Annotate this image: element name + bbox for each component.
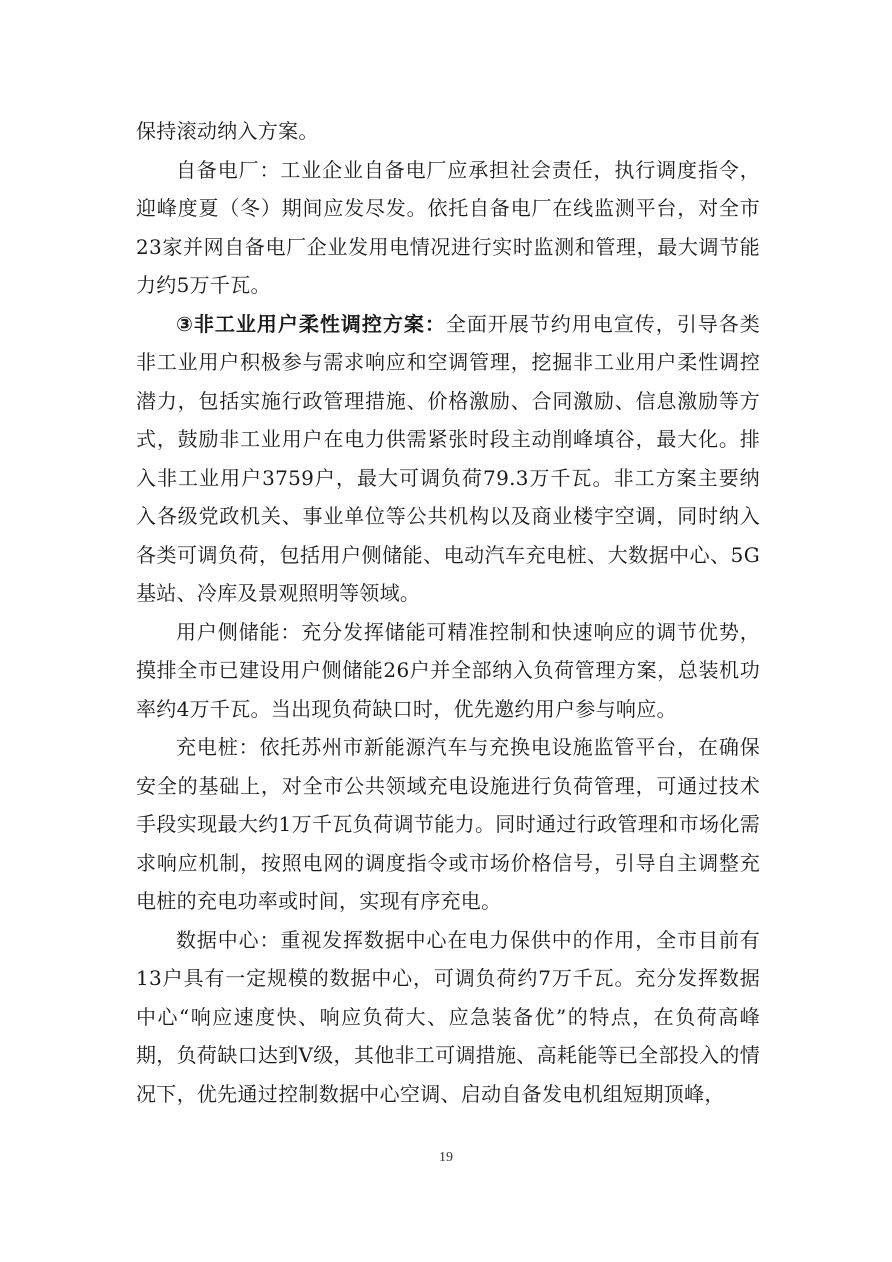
paragraph-non-industrial-flexible-control xyxy=(136,305,760,613)
paragraph-data-center xyxy=(136,921,760,1114)
paragraph-bold-lead: ③非工业用户柔性调控方案： xyxy=(176,311,446,336)
paragraph-charging-pile xyxy=(136,728,760,921)
paragraph-user-side-storage xyxy=(136,613,760,729)
paragraph-text: 保持滚动纳入方案。 xyxy=(136,119,319,143)
page-number: 19 xyxy=(439,1150,453,1165)
document-body xyxy=(136,112,760,1113)
paragraph-text: 充电桩：依托苏州市新能源汽车与充换电设施监管平台，在确保安全的基础上，对全市公共领域充电设施进行负荷管理，可通过技术手段实现最大约1万千瓦负荷调节能力。同时通过行政管理和市场化需求响应机制，按照电网的调度指令或市场价格信号，引导自主调整充电桩的充电功率或时间，实现有序充电。 xyxy=(136,735,760,913)
paragraph-continued xyxy=(136,112,760,151)
paragraph-text: 用户侧储能：充分发挥储能可精准控制和快速响应的调节优势，摸排全市已建设用户侧储能26户并全部纳入负荷管理方案，总装机功率约4万千瓦。当出现负荷缺口时，优先邀约用户参与响应。 xyxy=(136,619,760,721)
paragraph-text: 全面开展节约用电宣传，引导各类非工业用户积极参与需求响应和空调管理，挖掘非工业用户柔性调控潜力，包括实施行政管理措施、价格激励、合同激励、信息激励等方式，鼓励非工业用户在电力供需紧张时段主动削峰填谷，最大化。排入非工业用户3759户，最大可调负荷79.3万千瓦。非工方案主要纳入各级党政机关、事业单位等公共机构以及商业楼宇空调，同时纳入各类可调负荷，包括用户侧储能、电动汽车充电桩、大数据中心、5G基站、冷库及景观照明等领域。 xyxy=(136,311,761,605)
paragraph-self-owned-power-plant xyxy=(136,151,760,305)
paragraph-text: 数据中心：重视发挥数据中心在电力保供中的作用，全市目前有13户具有一定规模的数据中心，可调负荷约7万千瓦。充分发挥数据中心“响应速度快、响应负荷大、应急装备优”的特点，在负荷高峰期，负荷缺口达到Ⅴ级，其他非工可调措施、高耗能等已全部投入的情况下，优先通过控制数据中心空调、启动自备发电机组短期顶峰， xyxy=(136,927,760,1106)
paragraph-text: 自备电厂：工业企业自备电厂应承担社会责任，执行调度指令，迎峰度夏（冬）期间应发尽发。依托自备电厂在线监测平台，对全市23家并网自备电厂企业发用电情况进行实时监测和管理，最大调节能力约5万千瓦。 xyxy=(136,157,760,297)
